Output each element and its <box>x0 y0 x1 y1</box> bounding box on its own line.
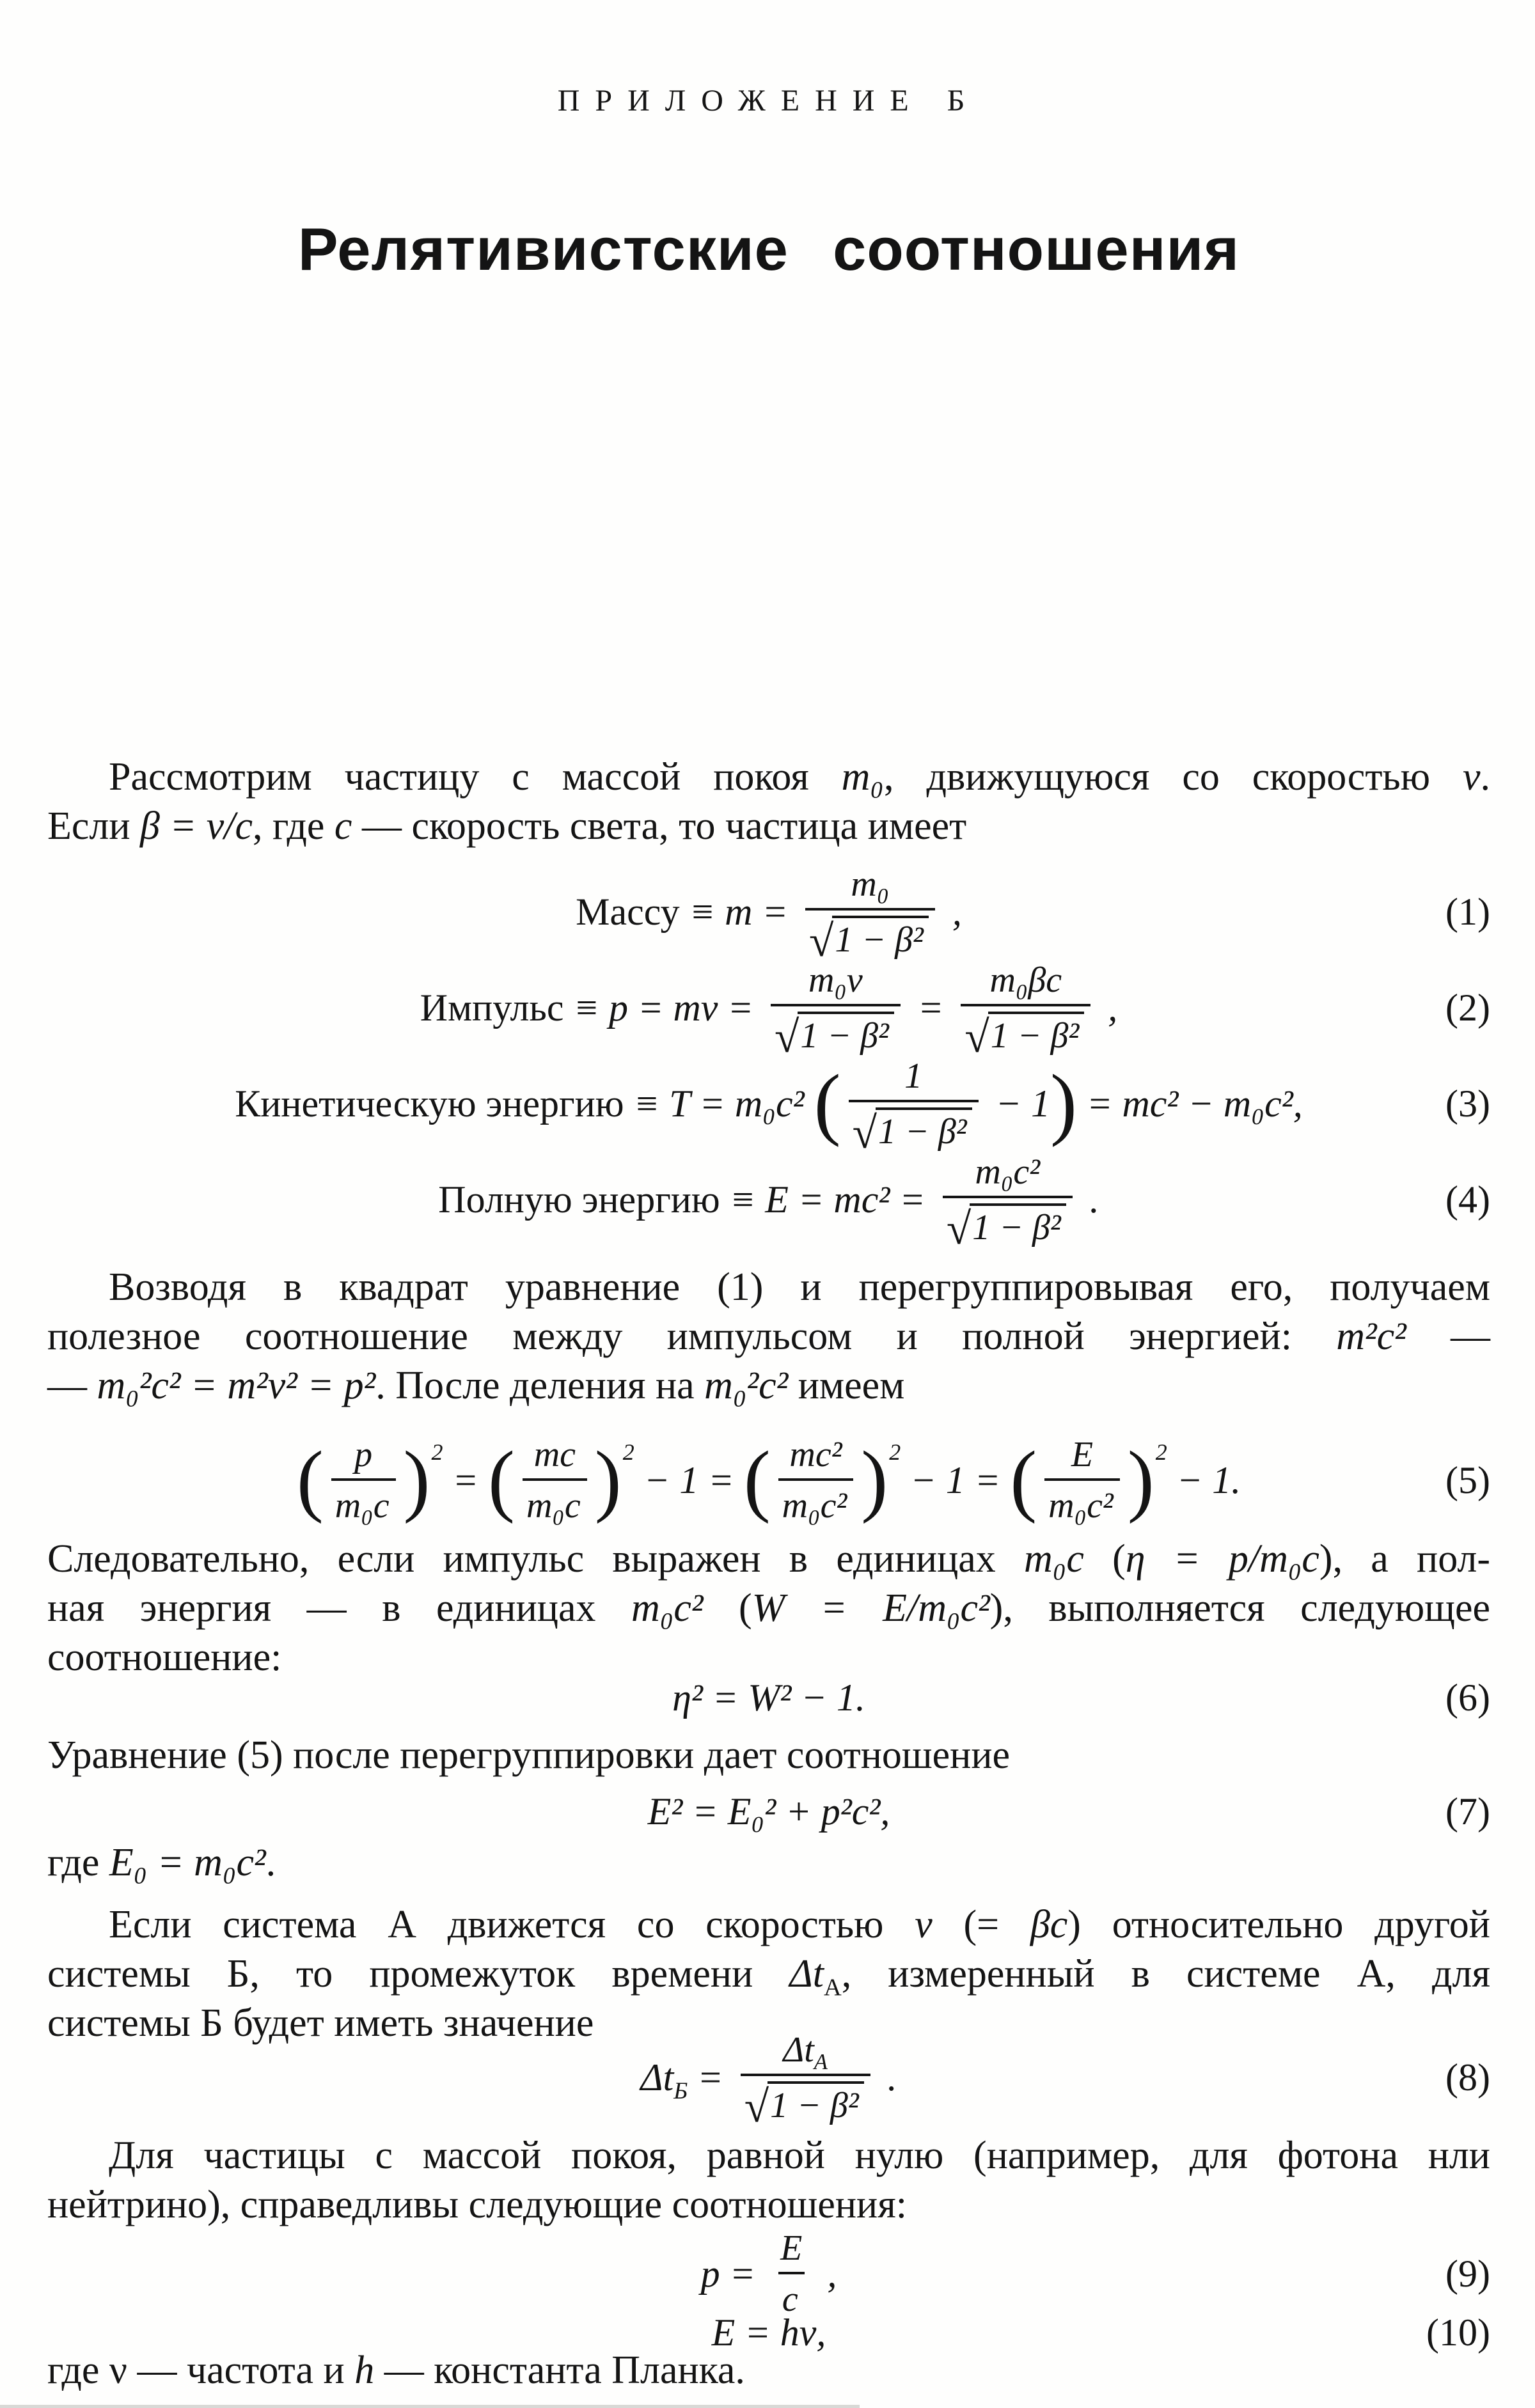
fraction-denominator: m₀c² <box>1044 1478 1120 1526</box>
equation-body <box>672 1677 865 1719</box>
text-segment: . <box>265 1841 276 1884</box>
math-inline: m₀c <box>1024 1537 1084 1581</box>
math-text: = mc² − m₀c², <box>1076 1083 1303 1125</box>
fraction <box>778 1435 854 1526</box>
equation-body <box>420 960 1118 1062</box>
equation-5 <box>47 1426 1490 1535</box>
math-inline: = <box>688 2056 733 2099</box>
appendix-label: ПРИЛОЖЕНИЕ Б <box>557 84 980 118</box>
equation-label: Импульс <box>420 987 564 1029</box>
text-line <box>47 2180 1490 2230</box>
math-text: ≡ T = m₀c² <box>624 1083 814 1125</box>
equation-number: (3) <box>1445 1083 1490 1125</box>
math-text: − 1 = <box>901 1459 1011 1501</box>
paragraph-massless <box>47 2131 1490 2230</box>
text-segment: нейтрино), справедливы следующие соотношения: <box>47 2183 907 2226</box>
math-text: = <box>908 987 954 1029</box>
text-line <box>47 753 1490 802</box>
text-segment: ная энергия — в единицах <box>47 1586 631 1630</box>
math-text: , <box>942 891 962 933</box>
exponent: 2 <box>1155 1439 1167 1465</box>
fraction-denominator <box>805 908 935 966</box>
text-segment: . <box>1480 755 1490 799</box>
paragraph-units <box>47 1535 1490 1682</box>
subscript: А <box>823 1974 842 2001</box>
text-segment: — скорость света, то частица имеет <box>352 804 967 848</box>
sqrt-radicand: 1 − β² <box>767 2081 863 2125</box>
fraction-denominator <box>771 1004 901 1062</box>
math-text: − 1 <box>986 1083 1051 1125</box>
math-inline: Δt <box>640 2056 674 2099</box>
equation-body <box>712 2311 826 2354</box>
sqrt-symbol: √ <box>744 2082 769 2132</box>
exponent: 2 <box>889 1439 901 1465</box>
text-line <box>47 1361 1490 1411</box>
fraction-numerator: p <box>354 1435 373 1474</box>
equation-body <box>701 2228 837 2319</box>
fraction-numerator: mc² <box>789 1435 842 1474</box>
equation-10 <box>47 2309 1490 2356</box>
equation-number: (5) <box>1445 1459 1490 1501</box>
fraction-numerator: m₀βc <box>989 960 1062 1000</box>
math-inline: E₀ = m₀c² <box>109 1841 266 1884</box>
equation-number: (2) <box>1445 987 1490 1029</box>
paragraph-frames <box>47 1900 1490 2048</box>
equation-label: Кинетическую энергию <box>235 1083 624 1125</box>
equation-4 <box>47 1152 1490 1254</box>
text-segment: , измеренный в системе А, для <box>841 1952 1490 1996</box>
fraction-denominator: m₀c <box>523 1478 587 1526</box>
math-text: . <box>878 2056 897 2099</box>
text-segment: — <box>47 1364 97 1407</box>
math-inline: c <box>334 804 352 848</box>
text-segment: (= <box>932 1903 1030 1946</box>
equation-7 <box>47 1784 1490 1838</box>
text-segment: , движущуюся со скоростью <box>884 755 1463 799</box>
math-inline: m₀ <box>841 755 884 799</box>
math-inline: Δt <box>789 1952 824 1996</box>
fraction <box>331 1435 396 1526</box>
math-inline: m₀c² <box>631 1586 704 1630</box>
fraction <box>741 2029 870 2132</box>
math-inline: Δt <box>783 2029 814 2070</box>
text-segment: имеем <box>788 1364 905 1407</box>
sqrt-radicand: 1 − β² <box>876 1107 972 1152</box>
scan-artifact <box>0 2405 860 2408</box>
math-inline: βc <box>1030 1903 1068 1946</box>
fraction-numerator: m₀v <box>808 960 863 1000</box>
fraction <box>943 1152 1073 1254</box>
fraction <box>773 2228 810 2319</box>
fraction-numerator: E <box>780 2228 803 2268</box>
equation-number: (4) <box>1445 1178 1490 1221</box>
math-inline: W = E/m₀c² <box>752 1586 990 1630</box>
math-inline: η = p/m₀c <box>1125 1537 1319 1581</box>
text-line <box>47 1838 1490 1888</box>
math-text: = <box>443 1459 489 1501</box>
text-segment: ), а пол- <box>1319 1537 1490 1581</box>
fraction-denominator <box>741 2074 870 2132</box>
text-segment: ( <box>703 1586 752 1630</box>
text-segment: где <box>47 1841 109 1884</box>
text-segment: — частота и <box>127 2349 355 2392</box>
equation-body <box>576 864 962 966</box>
exponent: 2 <box>622 1439 634 1465</box>
text-segment: системы Б, то промежуток времени <box>47 1952 790 1996</box>
equation-number: (9) <box>1445 2253 1490 2295</box>
text-segment: — константа Планка. <box>374 2349 745 2392</box>
equation-body <box>648 1790 890 1833</box>
fraction-numerator: m₀c² <box>975 1152 1041 1192</box>
text-segment: , где <box>253 804 335 848</box>
fraction <box>523 1435 587 1526</box>
text-line <box>47 1950 1490 1999</box>
fraction-numerator: m₀ <box>851 864 890 904</box>
math-text: , <box>1098 987 1118 1029</box>
fraction-denominator: m₀c² <box>778 1478 854 1526</box>
text-segment: соотношение: <box>47 1636 282 1679</box>
math-inline: h <box>354 2349 375 2392</box>
fraction-numerator: E <box>1071 1435 1094 1474</box>
equation-2 <box>47 960 1490 1062</box>
equation-number: (1) <box>1445 891 1490 933</box>
text-segment: — <box>1406 1315 1490 1358</box>
paren-group: ( $\frac{E}{\text{m₀c²}}$ ) 2 <box>1010 1435 1167 1526</box>
equation-6 <box>47 1672 1490 1723</box>
fraction-denominator: c <box>778 2272 805 2319</box>
math-text: p = <box>700 2253 766 2295</box>
fraction-denominator: m₀c <box>331 1478 396 1526</box>
text-segment: Следовательно, если импульс выражен в единицах <box>47 1537 1025 1581</box>
sqrt-radicand: 1 − β² <box>832 916 928 960</box>
fraction <box>961 960 1090 1062</box>
math-text: − 1 = <box>634 1459 744 1501</box>
text-line <box>47 1312 1490 1361</box>
math-text: E = hν, <box>711 2311 826 2354</box>
equation-9 <box>47 2228 1490 2319</box>
text-segment: полезное соотношение между импульсом и полной энергией: <box>47 1315 1337 1358</box>
math-inline: m₀²c² = m²v² = p² <box>97 1364 376 1407</box>
text-segment: системы Б будет иметь значение <box>47 2001 594 2045</box>
math-text: ≡ E = mc² = <box>720 1178 935 1221</box>
paragraph-squaring <box>47 1263 1490 1411</box>
text-segment: Рассмотрим частицу с массой покоя <box>109 755 842 799</box>
text-segment: Для частицы с массой покоя, равной нулю (например, для фотона нли <box>109 2134 1490 2177</box>
fraction-numerator: 1 <box>904 1056 923 1096</box>
sqrt-symbol: √ <box>852 1108 878 1158</box>
text-segment: Возводя в квадрат уравнение (1) и перегруппировывая его, получаем <box>109 1265 1490 1309</box>
math-inline: m₀²c² <box>704 1364 789 1407</box>
fraction-numerator: mc <box>533 1435 576 1474</box>
equation-body <box>235 1056 1303 1158</box>
paren-group: ( $\frac{mc}{\text{m₀c}}$ ) 2 <box>488 1435 634 1526</box>
text-line <box>47 1535 1490 1584</box>
sqrt-radicand: 1 − β² <box>970 1203 1066 1247</box>
text-line <box>47 802 1490 851</box>
text-line <box>47 2131 1490 2180</box>
math-inline: ν <box>109 2349 127 2392</box>
equation-body <box>640 2029 897 2132</box>
fraction <box>1044 1435 1120 1526</box>
whitespace-gap <box>47 283 1490 753</box>
equation-number: (8) <box>1445 2056 1490 2099</box>
text-segment: ), выполняется следующее <box>989 1586 1490 1630</box>
fraction-denominator <box>849 1100 979 1158</box>
text-line <box>47 1584 1490 1633</box>
fraction <box>849 1056 979 1158</box>
equation-3 <box>47 1056 1490 1158</box>
fraction-denominator <box>961 1004 1090 1062</box>
text-segment: Уравнение (5) после перегруппировки дает соотношение <box>47 1733 1011 1777</box>
text-segment: ( <box>1083 1537 1126 1581</box>
math-text: ≡ p = mv = <box>563 987 763 1029</box>
fraction-denominator <box>943 1196 1073 1254</box>
sqrt-symbol: √ <box>808 916 834 966</box>
text-segment: ) относительно другой <box>1067 1903 1490 1946</box>
math-inline: v <box>1462 755 1481 799</box>
sqrt-symbol: √ <box>946 1204 972 1254</box>
math-inline: m²c² <box>1336 1315 1406 1358</box>
sqrt-symbol: √ <box>774 1012 799 1062</box>
equation-label: Массу <box>576 891 680 933</box>
fraction-numerator <box>775 2030 835 2074</box>
text-segment: где <box>47 2349 109 2392</box>
sqrt-radicand: 1 − β² <box>988 1012 1084 1056</box>
paragraph-regroup <box>47 1731 1490 1780</box>
equation-1 <box>47 864 1490 966</box>
paren-group: ( 1 √ 1 − β² − 1 ) <box>814 1056 1077 1158</box>
page-title: Релятивистские соотношения <box>297 215 1240 283</box>
text-segment: Если <box>47 804 141 848</box>
math-inline: β = v/c <box>140 804 253 848</box>
equation-number: (10) <box>1426 2311 1490 2354</box>
subscript: А <box>814 2049 828 2074</box>
math-text: . <box>1080 1178 1099 1221</box>
math-text: η² = W² − 1. <box>672 1677 865 1719</box>
fraction <box>805 864 935 966</box>
text-line <box>47 1900 1490 1950</box>
text-line <box>47 1731 1490 1780</box>
paren-group: ( $\frac{p}{\text{m₀c}}$ ) 2 <box>297 1435 443 1526</box>
math-text: E² = E₀² + p²c², <box>647 1790 890 1833</box>
fraction <box>771 960 901 1062</box>
equation-body <box>438 1152 1099 1254</box>
equation-body <box>297 1435 1241 1526</box>
math-text: ≡ m = <box>679 891 798 933</box>
text-segment: . После деления на <box>375 1364 705 1407</box>
paragraph-e0 <box>47 1838 1490 1888</box>
math-inline: v <box>915 1903 933 1946</box>
paren-group: ( $\frac{\text{mc²}}{\text{m₀c²}}$ ) 2 <box>744 1435 901 1526</box>
equation-number: (6) <box>1445 1677 1490 1719</box>
subscript: Б <box>673 2078 688 2104</box>
text-line <box>47 1263 1490 1312</box>
sqrt-symbol: √ <box>964 1012 989 1062</box>
math-text: , <box>817 2253 837 2295</box>
paragraph-intro <box>47 753 1490 851</box>
text-segment: Если система А движется со скоростью <box>109 1903 915 1946</box>
math-text: − 1. <box>1167 1459 1241 1501</box>
equation-8 <box>47 2029 1490 2132</box>
math-text <box>640 2056 733 2104</box>
sqrt-radicand: 1 − β² <box>798 1012 893 1056</box>
equation-label: Полную энергию <box>438 1178 720 1221</box>
exponent: 2 <box>431 1439 443 1465</box>
equation-number: (7) <box>1445 1790 1490 1833</box>
